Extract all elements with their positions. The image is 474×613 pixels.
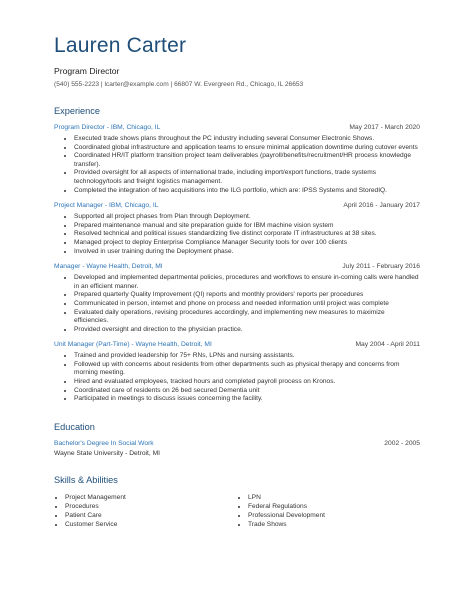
- education-entry: [54, 440, 420, 447]
- job-bullet: • Provided oversight and direction to the physician practice.: [74, 326, 420, 335]
- job-bullet: • Supported all project phases from Plan through Deployment.: [74, 213, 420, 222]
- skills-heading: Skills & Abilities: [54, 474, 118, 485]
- job-bullet: • Hired and evaluated employees, tracked hours and completed payroll process on Kronos.: [74, 378, 420, 387]
- skill-item: • Project Management: [65, 493, 237, 502]
- job-dates: July 2011 - February 2016: [342, 263, 420, 271]
- job-bullet: • Prepared quarterly Quality Improvement (QI) reports and monthly providers' reports per procedures: [74, 291, 420, 300]
- job-dates: May 2017 - March 2020: [349, 124, 420, 131]
- job-title: Project Manager - IBM, Chicago, IL: [54, 202, 159, 210]
- job-bullet: • Executed trade shows plans throughout the PC industry including several Consumer Electronic Shows.: [74, 135, 420, 144]
- skills-list: [54, 493, 420, 529]
- education-school: Wayne State University - Detroit, MI: [54, 449, 161, 457]
- job-bullet: • Provided oversight for all aspects of international trade, including import/export functions, trade systems technology/tools and freight logistics management.: [74, 169, 420, 186]
- skill-item: • Patient Care: [65, 511, 237, 520]
- skill-item: • Federal Regulations: [248, 502, 420, 511]
- job-bullet: • Followed up with concerns about residents from other departments such as physical therapy and concerns from morning meeting.: [74, 361, 420, 378]
- job-bullet: • Resolved technical and political issues standardizing five distinct corporate IT infrastructures at 38 sites.: [74, 230, 420, 239]
- candidate-name: Lauren Carter: [54, 34, 187, 57]
- experience-heading: Experience: [54, 106, 100, 116]
- skill-item: • Professional Development: [248, 511, 420, 520]
- job-bullet: • Coordinated care of residents on 26 bed secured Dementia unit: [74, 387, 420, 396]
- job-bullet: • Completed the integration of two acquisitions into the ILG portfolio, which are: IPSS Systems and StoredIQ.: [74, 187, 420, 196]
- job-bullet: • Coordinated global infrastructure and application teams to ensure minimal application downtime during cutover events: [74, 144, 420, 153]
- job-title: Unit Manager (Part-Time) - Wayne Health, Detroit, MI: [54, 341, 212, 349]
- job-entry: [54, 202, 420, 256]
- job-title: Program Director - IBM, Chicago, IL: [54, 124, 161, 131]
- job-dates: May 2004 - April 2011: [355, 341, 420, 349]
- skills-column-right: [237, 493, 420, 529]
- job-bullet: • Prepared maintenance manual and site preparation guide for IBM machine vision system: [74, 222, 420, 231]
- job-bullets: [54, 352, 420, 404]
- job-bullet: • Participated in meetings to discuss issues concerning the facility.: [74, 395, 420, 404]
- education-heading: Education: [54, 421, 95, 432]
- contact-line: (540) 555-2223 | lcarter@example.com | 66807 W. Evergreen Rd., Chicago, IL 26653: [54, 81, 304, 88]
- job-bullet: • Involved in user training during the Deployment phase.: [74, 248, 420, 257]
- skill-item: • Customer Service: [65, 520, 237, 529]
- skill-item: • Trade Shows: [248, 520, 420, 529]
- job-bullets: [54, 213, 420, 256]
- job-bullet: • Managed project to deploy Enterprise Compliance Manager Security tools for over 100 clients: [74, 239, 420, 248]
- skill-item: • LPN: [248, 493, 420, 502]
- job-bullet: • Trained and provided leadership for 75+ RNs, LPNs and nursing assistants.: [74, 352, 420, 361]
- job-bullet: • Evaluated daily operations, revising procedures accordingly, and implementing new measures to maximize efficiencies.: [74, 309, 420, 326]
- job-bullet: • Coordinated HR/IT platform transition project team deliverables (payroll/benefits/recruitment/HR process knowledge transfer).: [74, 152, 420, 169]
- job-entry: [54, 263, 420, 334]
- job-bullet: • Communicated in person, internet and phone on process and needed information until project was complete: [74, 300, 420, 309]
- job-bullet: • Developed and implemented departmental policies, procedures and workflows to ensure in-coming calls were handled in an efficient manner.: [74, 274, 420, 291]
- candidate-title: Program Director: [54, 66, 120, 76]
- job-bullets: [54, 274, 420, 334]
- education-dates: 2002 - 2005: [384, 439, 420, 447]
- education-degree: Bachelor's Degree In Social Work: [54, 439, 154, 447]
- skills-column-left: [54, 493, 237, 529]
- job-bullets: [54, 135, 420, 195]
- job-entry: [54, 341, 420, 404]
- job-title: Manager - Wayne Health, Detroit, MI: [54, 263, 163, 271]
- job-entry: [54, 124, 420, 195]
- job-dates: April 2016 - January 2017: [343, 202, 420, 210]
- skill-item: • Procedures: [65, 502, 237, 511]
